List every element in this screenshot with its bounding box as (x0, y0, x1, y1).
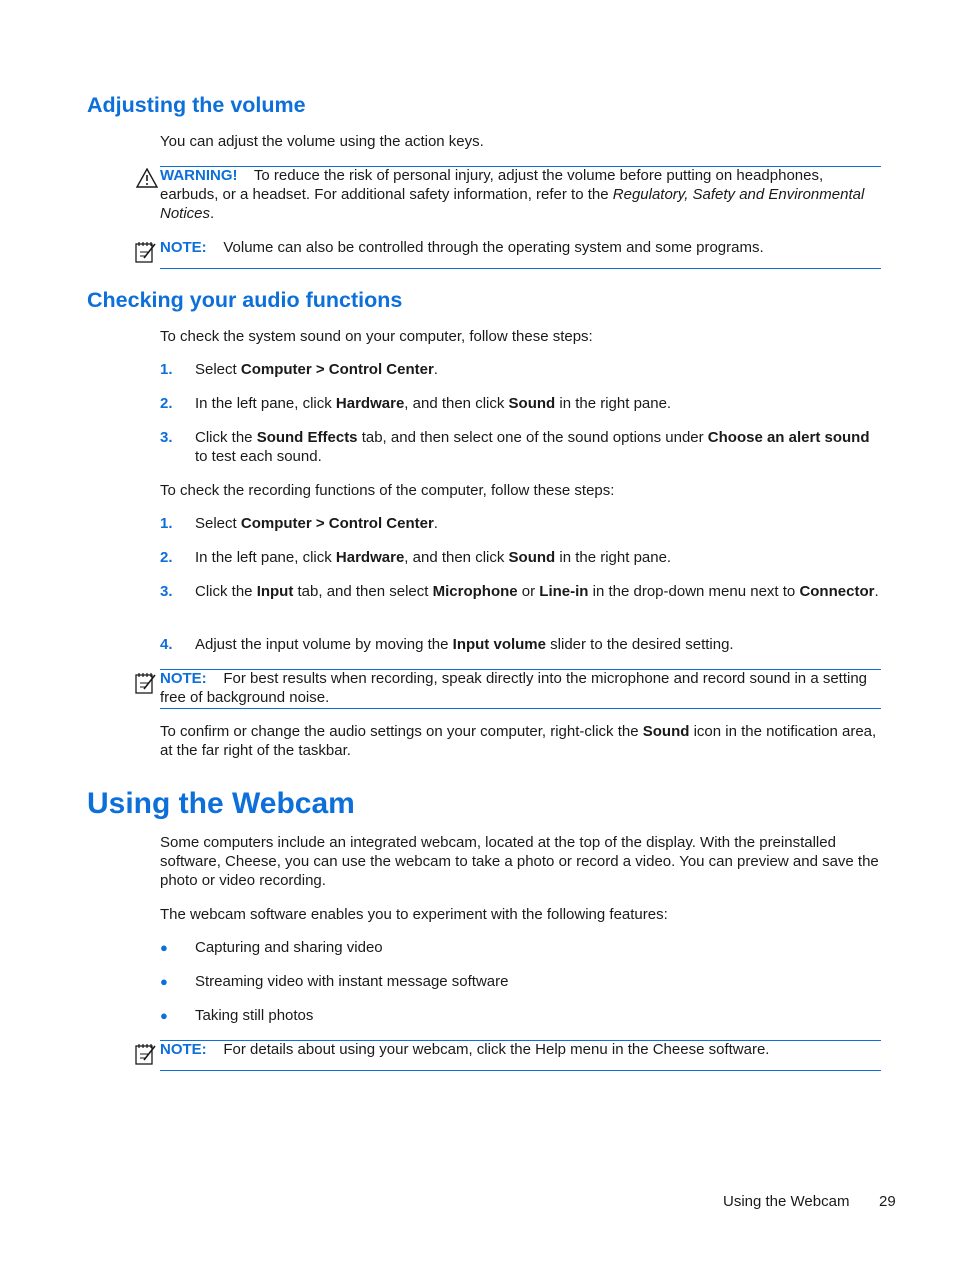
note-text: For details about using your webcam, click the Help menu in the Cheese software. (223, 1041, 770, 1058)
warning-text: To reduce the risk of personal injury, adjust the volume before putting on headphones, earbuds, or a headset. For additional safety information, refer to the (160, 167, 824, 203)
note-label: NOTE: (160, 1041, 207, 1058)
note-box-webcam (160, 1040, 881, 1059)
note-pad-icon (134, 240, 158, 264)
note-box-volume (160, 238, 881, 257)
paragraph-confirm-settings: To confirm or change the audio settings on your computer, right-click the Sound icon in the notification area, at the far right of the taskbar. (160, 723, 877, 759)
footer-section-title: Using the Webcam (723, 1193, 850, 1210)
step-number: 3. (160, 583, 173, 600)
paragraph-features-intro: The webcam software enables you to experiment with the following features: (160, 906, 668, 923)
warning-text-end: . (210, 205, 215, 222)
step-number: 2. (160, 395, 173, 412)
bullet-icon: ● (160, 1008, 168, 1023)
warning-triangle-icon (136, 168, 158, 188)
step-number: 1. (160, 515, 173, 532)
heading-checking-audio: Checking your audio functions (87, 288, 403, 312)
note-bottom-rule (160, 268, 881, 269)
note-text: Volume can also be controlled through the operating system and some programs. (223, 239, 764, 256)
note-bottom-rule (160, 1070, 881, 1071)
warning-label: WARNING! (160, 167, 238, 184)
warning-reference: Regulatory, Safety and Environmental Notices (160, 186, 865, 222)
note-bottom-rule (160, 708, 881, 709)
heading-using-webcam: Using the Webcam (87, 787, 355, 820)
note-text: For best results when recording, speak directly into the microphone and record sound in a setting free of background noise. (160, 670, 868, 706)
heading-adjusting-volume: Adjusting the volume (87, 93, 306, 117)
bullet-icon: ● (160, 974, 168, 989)
paragraph-recording-intro: To check the recording functions of the computer, follow these steps: (160, 482, 615, 499)
note-label: NOTE: (160, 239, 207, 256)
note-pad-icon (134, 671, 158, 695)
step-number: 2. (160, 549, 173, 566)
step-number: 1. (160, 361, 173, 378)
warning-box (160, 166, 881, 223)
note-pad-icon (134, 1042, 158, 1066)
page-number: 29 (879, 1193, 896, 1210)
note-label: NOTE: (160, 670, 207, 687)
paragraph-system-sound-intro: To check the system sound on your computer, follow these steps: (160, 328, 593, 345)
paragraph-webcam-intro: Some computers include an integrated webcam, located at the top of the display. With the preinstalled software, Cheese, you can use the webcam to take a photo or record a video. You can preview and save the photo or video recording. (160, 834, 879, 889)
step-number: 4. (160, 636, 173, 653)
step-number: 3. (160, 429, 173, 446)
note-box-recording (160, 669, 881, 707)
paragraph-volume-intro: You can adjust the volume using the action keys. (160, 133, 484, 150)
bullet-icon: ● (160, 940, 168, 955)
